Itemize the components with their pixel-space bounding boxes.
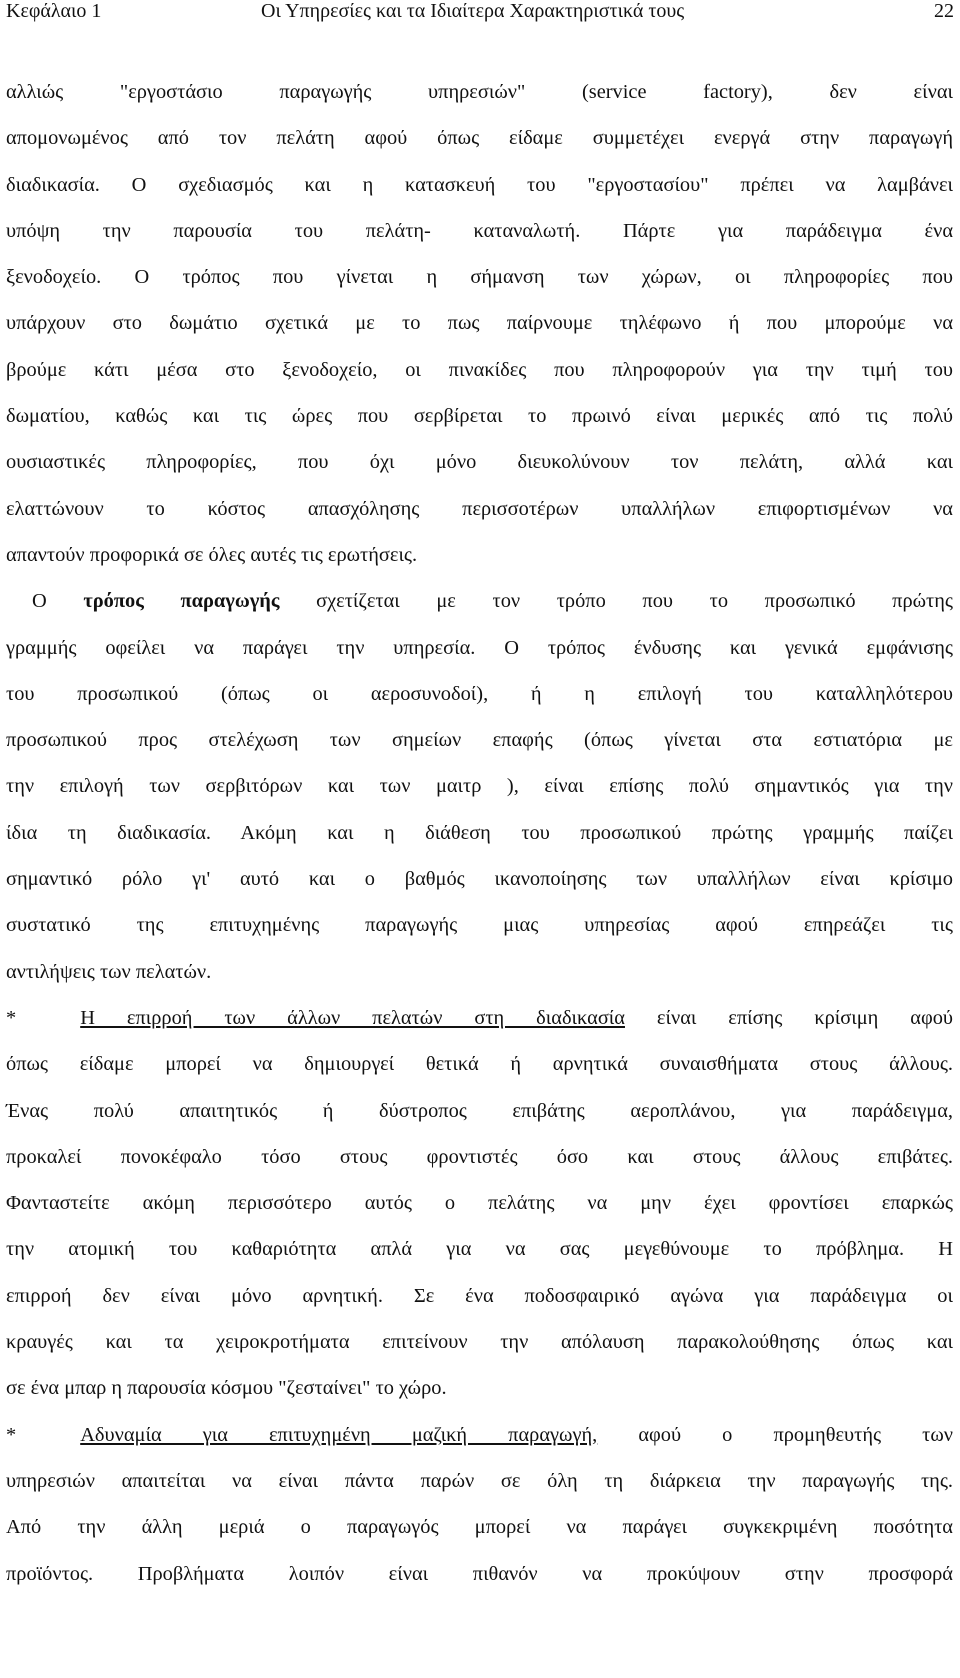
text-line: γραμμής οφείλει να παράγει την υπηρεσία. Ο τρόπος ένδυσης και γενικά εμφάνισης: [6, 636, 953, 659]
header-title: Οι Υπηρεσίες και τα Ιδιαίτερα Χαρακτηριστικά τους: [261, 0, 685, 22]
text-fragment: αφού ο προμηθευτής των: [597, 1423, 953, 1446]
text-line: Ένας πολύ απαιτητικός ή δύστροπος επιβάτης αεροπλάνου, για παράδειγμα,: [6, 1099, 953, 1122]
text-line: Από την άλλη μεριά ο παραγωγός μπορεί να παράγει συγκεκριμένη ποσότητα: [6, 1516, 953, 1539]
text-line: απομονωμένος από τον πελάτη αφού όπως είδαμε συμμετέχει ενεργά στην παραγωγή: [6, 127, 953, 150]
text-line: ελαττώνουν το κόστος απασχόλησης περισσοτέρων υπαλλήλων επιφορτισμένων να: [6, 497, 953, 520]
text-fragment: είναι επίσης κρίσιμη αφού: [624, 1006, 954, 1029]
paragraph-production-method: [6, 578, 953, 624]
text-line: ουσιαστικές πληροφορίες, που όχι μόνο διευκολύνουν τον πελάτη, αλλά και: [6, 451, 953, 474]
text-line: προκαλεί πονοκέφαλο τόσο στους φροντιστές όσο και στους άλλους επιβάτες.: [6, 1145, 953, 1168]
text-line: ίδια τη διαδικασία. Ακόμη και η διάθεση του προσωπικού πρώτης γραμμής παίζει: [6, 821, 953, 844]
text-line: την ατομική του καθαριότητα απλά για να σας μεγεθύνουμε το πρόβλημα. Η: [6, 1238, 953, 1261]
header-chapter: Κεφάλαιο 1: [6, 0, 102, 22]
text-line: προϊόντος. Προβλήματα λοιπόν είναι πιθανόν να προκύψουν στην προσφορά: [6, 1562, 953, 1585]
text-line: διαδικασία. Ο σχεδιασμός και η κατασκευή του "εργοστασίου" πρέπει να λαμβάνει: [6, 173, 953, 196]
text-line: την επιλογή των σερβιτόρων και των μαιτρ ), είναι επίσης πολύ σημαντικός για την: [6, 775, 953, 798]
bullet-mass-production: [6, 1412, 953, 1458]
bullet-asterisk: *: [6, 1006, 17, 1029]
text-line: προσωπικού προς στελέχωση των σημείων επαφής (όπως γίνεται στα εστιατόρια με: [6, 729, 953, 752]
text-line: υπάρχουν στο δωμάτιο σχετικά με το πως παίρνουμε τηλέφωνο ή που μπορούμε να: [6, 312, 953, 335]
text-line: του προσωπικού (όπως οι αεροσυνοδοί), ή η επιλογή του καταλληλότερου: [6, 682, 953, 705]
underlined-term: Αδυναμία για επιτυχημένη μαζική παραγωγή,: [80, 1423, 598, 1446]
text-line: υπηρεσιών απαιτείται να είναι πάντα παρών σε όλη τη διάρκεια την παραγωγής της.: [6, 1469, 953, 1492]
text-fragment: σχετίζεται με τον τρόπο που το προσωπικό πρώτης: [279, 590, 953, 613]
text-line: Φανταστείτε ακόμη περισσότερο αυτός ο πελάτης να μην έχει φροντίσει επαρκώς: [6, 1192, 953, 1215]
text-line: σε ένα μπαρ η παρουσία κόσμου "ζεσταίνει" το χώρο.: [6, 1377, 447, 1400]
text-line: κραυγές και τα χειροκροτήματα επιτείνουν την απόλαυση παρακολούθησης όπως και: [6, 1331, 953, 1354]
text-line: επιρροή δεν είναι μόνο αρνητική. Σε ένα ποδοσφαιρικό αγώνα για παράδειγμα οι: [6, 1284, 953, 1307]
text-line: δωματίου, καθώς και τις ώρες που σερβίρεται το πρωινό είναι μερικές από τις πολύ: [6, 405, 953, 428]
text-line: σημαντικό ρόλο γι' αυτό και ο βαθμός ικανοποίησης των υπαλλήλων είναι κρίσιμο: [6, 868, 953, 891]
text-line: απαντούν προφορικά σε όλες αυτές τις ερωτήσεις.: [6, 543, 418, 566]
text-line: βρούμε κάτι μέσα στο ξενοδοχείο, οι πινακίδες που πληροφορούν για την τιμή του: [6, 358, 953, 381]
text-line: συστατικό της επιτυχημένης παραγωγής μιας υπηρεσίας αφού επηρεάζει τις: [6, 914, 953, 937]
body-text: [6, 69, 953, 1597]
text-line: αλλιώς "εργοστάσιο παραγωγής υπηρεσιών" (service factory), δεν είναι: [6, 81, 953, 103]
text-line: ξενοδοχείο. Ο τρόπος που γίνεται η σήμανση των χώρων, οι πληροφορίες που: [6, 266, 953, 289]
page-number: 22: [934, 0, 954, 22]
text-line: υπόψη την παρουσία του πελάτη- καταναλωτή. Πάρτε για παράδειγμα ένα: [6, 219, 953, 242]
bold-term: τρόπος παραγωγής: [83, 590, 280, 613]
text-fragment: Ο: [32, 590, 84, 613]
bullet-other-customers: [6, 995, 953, 1041]
running-header: [6, 0, 954, 26]
text-line: όπως είδαμε μπορεί να δημιουργεί θετικά ή αρνητικά συναισθήματα στους άλλους.: [6, 1053, 953, 1076]
text-line: αντιλήψεις των πελατών.: [6, 960, 212, 983]
bullet-asterisk: *: [6, 1423, 17, 1446]
underlined-term: Η επιρροή των άλλων πελατών στη διαδικασία: [80, 1006, 625, 1029]
